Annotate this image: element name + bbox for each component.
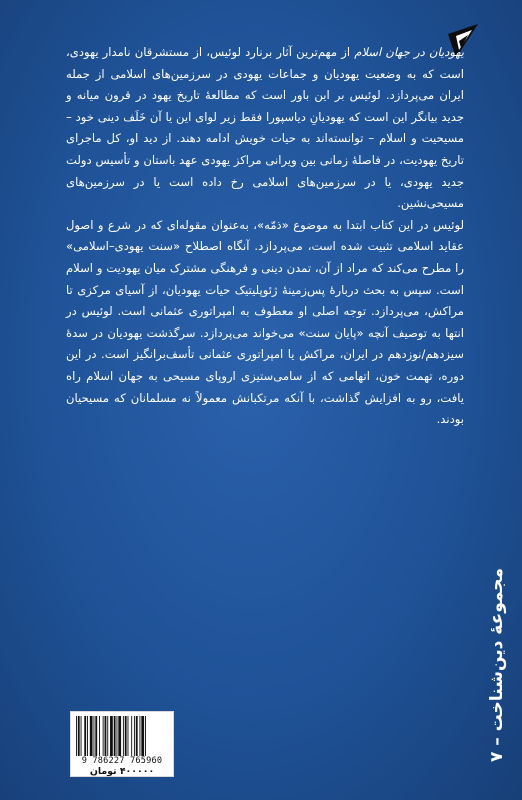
description-paragraph-2: لوئیس در این کتاب ابتدا به موضوع «ذمّه»، به‌عنوان مقوله‌ای که در شرع و اصول عقاید اسلامی تثبیت شده است، می‌پردازد. آنگاه اصطلاح «سنت یهودی–اسلامی» را مطرح می‌کند که مراد از آن، تمدن دینی و فرهنگی مشترک میان یهودیت و اسلام است. سپس به بحث دربارهٔ پس‌زمینهٔ ژئوپلیتیک حیات یهودیان، از آسیای مرکزی تا مراکش، می‌پردازد. توجه اصلی او معطوف به امپراتوری عثمانی است. لوئیس در انتها به توصیف آنچه «پایان سنت» می‌خواند می‌پردازد. سرگذشت یهودیان در سدهٔ سیزدهم/نوزدهم در ایران، مراکش یا امپراتوری عثمانی تأسف‌برانگیز است. در این دوره، تهمت خون، اتهامی که از سامی‌ستیزی اروپای مسیحی به جهان اسلام راه یافت، رو به افزایش گذاشت، با آنکه مرتکبانش معمولاً نه مسلمانان که مسیحیان بودند. [66,217,464,427]
price-label: ۴۰۰۰۰۰ تومان [89,766,155,777]
series-label: مجموعهٔ دین‌شناخت – ۷ [487,567,507,763]
series-label-band [476,540,518,790]
book-title: یهودیان در جهان اسلام [354,45,464,59]
paragraph-1-body: از مهم‌ترین آثار برنارد لوئیس، از مستشرقان نامدار یهودی، است که به وضعیت یهودیان و جماعات یهودی در سرزمین‌های اسلامی از جمله ایران می‌پردازد. لوئیس بر این باور است که مطالعهٔ تاریخ یهود در قرون میانه و جدید بیانگر این است که یهودیانِ دیاسپورا فقط زیر لوای این یا آن خَلَف دینی خود – مسیحیت و اسلام – توانسته‌اند به حیات خویش ادامه دهند. از دید او، کل ماجرای تاریخ یهودیت، در فاصلهٔ زمانی بین ویرانی مراکز یهودی عهد باستان و تأسیس دولت جدید یهودی، یا در سرزمین‌های اسلامی رخ داده است یا در سرزمین‌های مسیحی‌نشین. [66,45,464,211]
isbn-number: 9 786227 765960 [81,756,163,766]
book-description [66,42,464,431]
barcode-icon [76,716,170,756]
description-paragraph-1 [66,42,464,215]
barcode-box [70,711,174,777]
